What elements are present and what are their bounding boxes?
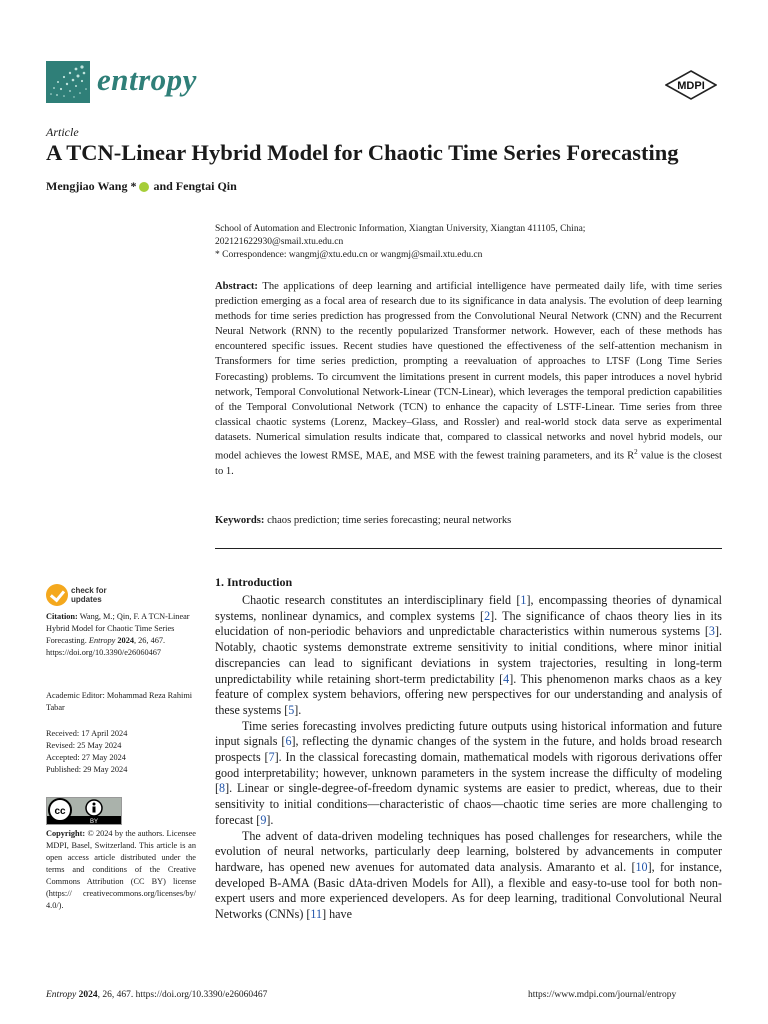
citation (46, 611, 196, 659)
date-revised: Revised: 25 May 2024 (46, 741, 122, 750)
keywords-label: Keywords: (215, 515, 265, 526)
intro-paragraph-2: Time series forecasting involves predicting future outputs using historical information and future input signals [6], reflecting the dynamic changes of the system in the future, and holds broad research prospects [7]. In the classical forecasting domain, mathematical models with rigorous derivations offer good interpretability; however, unknown parameters in the system increase the difficulty of modeling [8]. Linear or single-degree-of-freedom dynamic systems are easier to predict, whereas, due to their sensitivity to initial conditions—characteristic of chaos—chaotic time series are more challenging to forecast [9]. (215, 718, 722, 827)
cc-by-label: BY (89, 819, 99, 824)
footer-citation (46, 990, 267, 1000)
ref-link[interactable]: 11 (310, 907, 323, 922)
journal-name: entropy (97, 62, 197, 97)
abstract (215, 279, 722, 479)
abstract-end: value is the closest to 1. (215, 450, 722, 477)
footer-year: 2024 (78, 990, 98, 1000)
ref-link[interactable]: 6 (285, 734, 292, 749)
keywords (215, 515, 722, 526)
affiliation-line-1: School of Automation and Electronic Information, Xiangtan University, Xiangtan 411105, China; (215, 224, 586, 234)
ref-link[interactable]: 8 (219, 781, 226, 796)
svg-text:cc: cc (54, 806, 66, 817)
citation-journal: Entropy (88, 636, 116, 645)
footer-doi[interactable]: , 26, 467. https://doi.org/10.3390/e26060467 (97, 990, 268, 1000)
check-icon (46, 584, 68, 606)
check-line-1: check for (71, 586, 107, 595)
page-title: A TCN-Linear Hybrid Model for Chaotic Time Series Forecasting (46, 140, 679, 165)
citation-year: 2024 (117, 636, 134, 645)
ref-link[interactable]: 7 (268, 750, 275, 765)
ref-link[interactable]: 10 (635, 859, 648, 874)
citation-label: Citation: (46, 612, 78, 621)
authors (46, 179, 237, 194)
ref-link[interactable]: 4 (503, 671, 510, 686)
abstract-text: The applications of deep learning and artificial intelligence have permeated daily life, with time series prediction emerging as a focal area of research due to its significance in data analysis. The evolution of deep learning methods for time series prediction has progressed from the Convolutional Neural Network (CNN) and the Recurrent Neural Network (RNN) to the recently popularized Transformer network. However, each of these methods has encountered specific issues. Recent studies have questioned the effectiveness of the self-attention mechanism in Transformers for time series prediction, prompting a reevaluation of approaches to LTSF (Long Time Series Forecasting) problems. To circumvent the limitations present in current models, this paper introduces a novel hybrid network, Temporal Convolutional Network-Linear (TCN-Linear), which leverages the temporal prediction capabilities of the Temporal Convolutional Network (TCN) to enhance the capacity of LSTF-Linear. Time series from three classical chaotic systems (Lorenz, Mackey–Glass, and Rossler) and real-world stock data serve as experimental datasets. Numerical simulation results indicate that, compared to classical networks and novel hybrid models, our model achieves the lowest RMSE, MAE, and MSE with the fewest training parameters, and its R (215, 281, 722, 462)
footer-journal: Entropy (46, 990, 77, 1000)
orcid-icon[interactable] (139, 182, 149, 192)
footer-url[interactable]: https://www.mdpi.com/journal/entropy (528, 990, 677, 1000)
intro-paragraph-1: Chaotic research constitutes an interdisciplinary field [1], encompassing theories of dynamical systems, nonlinear dynamics, and complex systems [2]. The significance of chaos theory lies in its elucidation of non-periodic behaviors and unpredictable characteristics within numerous systems [3]. Notably, chaotic systems demonstrate extreme sensitivity to initial conditions, where minor initial discrepancies can lead to significant deviations in system trajectories, resulting in long-term unpredictability while retaining short-term predictability [4]. This phenomenon marks chaos as a key feature of complex system behaviors, offering new perspectives for our understanding and analysis of these systems [5]. (215, 593, 722, 717)
date-received: Received: 17 April 2024 (46, 729, 128, 738)
divider (215, 548, 722, 549)
mdpi-logo (665, 70, 717, 100)
affiliation (215, 223, 735, 262)
section-heading: 1. Introduction (215, 575, 293, 589)
intro-paragraph-3: The advent of data-driven modeling techniques has posed challenges for researchers, while the evolution of neural networks, particularly deep learning, bolstered by advancements in computer hardware, has opened new avenues for automated data analysis. Amaranto et al. [10], for instance, developed B-AMA (Basic dAta-driven Models for All), a flexible and easy-to-use tool for both non-expert users and more experienced developers. As for deep learning, traditional Convolutional Neural Networks (CNNs) [11] have (215, 828, 722, 922)
introduction-body (215, 593, 722, 923)
citation-rest[interactable]: , 26, 467. https://doi.org/10.3390/e26060467 (46, 636, 166, 657)
academic-editor: Academic Editor: Mohammad Reza Rahimi Tabar (46, 691, 193, 712)
copyright-text: © 2024 by the authors. Licensee MDPI, Basel, Switzerland. This article is an open access article distributed under the terms and conditions of the Creative Commons Attribution (CC BY) license (https:// creativecommons.org/licenses/by/ 4.0/). (46, 829, 196, 910)
citation-text: Wang, M.; Qin, F. A TCN-Linear Hybrid Model for Chaotic Time Series Forecasting. (46, 612, 190, 645)
ref-link[interactable]: 3 (708, 624, 715, 639)
ref-link[interactable]: 2 (484, 608, 491, 623)
mdpi-logo-text: MDPI (677, 80, 705, 92)
ref-link[interactable]: 1 (520, 593, 527, 607)
author-2[interactable]: and Fengtai Qin (153, 179, 237, 193)
date-accepted: Accepted: 27 May 2024 (46, 753, 126, 762)
affiliation-email[interactable]: 202121622930@smail.xtu.edu.cn (215, 237, 344, 247)
article-type: Article (46, 125, 79, 139)
copyright-label: Copyright: (46, 829, 86, 838)
journal-logo-icon (46, 61, 90, 103)
check-line-2: updates (71, 595, 102, 604)
check-for-updates-badge[interactable] (46, 584, 107, 606)
date-published: Published: 29 May 2024 (46, 765, 128, 774)
correspondence: * Correspondence: wangmj@xtu.edu.cn or wangmj@smail.xtu.edu.cn (215, 250, 483, 260)
dates (46, 728, 196, 776)
abstract-label: Abstract: (215, 281, 258, 292)
ref-link[interactable]: 5 (288, 702, 295, 717)
keywords-text: chaos prediction; time series forecasting; neural networks (267, 515, 512, 526)
ref-link[interactable]: 9 (260, 812, 267, 827)
cc-by-license-icon[interactable] (46, 797, 122, 825)
abstract-sup: 2 (634, 448, 638, 457)
author-1[interactable]: Mengjiao Wang * (46, 179, 137, 193)
copyright (46, 828, 196, 912)
